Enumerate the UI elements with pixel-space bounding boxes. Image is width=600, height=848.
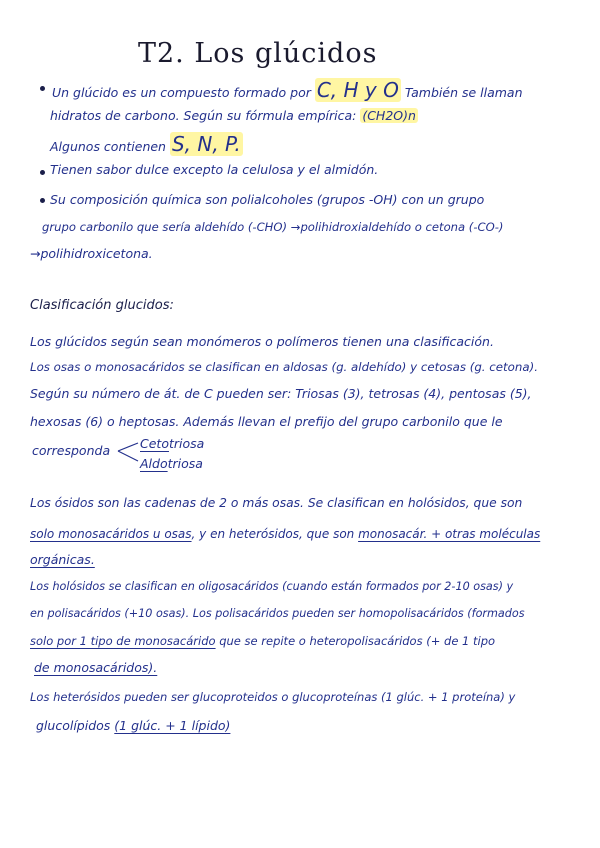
classification-line-2: Los osas o monosacáridos se clasifican en aldosas (g. aldehído) y cetosas (g. cetona). bbox=[30, 360, 538, 374]
osidos-p3-line-1: Los heterósidos pueden ser glucoproteidos o glucoproteínas (1 glúc. + 1 proteína) y bbox=[30, 690, 516, 704]
classification-heading: Clasificación glucidos: bbox=[30, 298, 174, 313]
suffix-triosa: triosa bbox=[167, 456, 203, 471]
osidos-p1-line-3 bbox=[30, 552, 95, 567]
bullet-dot bbox=[40, 86, 45, 91]
underline-tipo-monosacarido: solo por 1 tipo de monosacárido bbox=[30, 634, 216, 648]
underline-organicas: orgánicas. bbox=[30, 552, 95, 567]
bullet-dot bbox=[40, 170, 45, 175]
bullet-1-line-3 bbox=[50, 132, 243, 156]
page-title: T2. Los glúcidos bbox=[138, 38, 378, 69]
branch-top bbox=[140, 436, 204, 451]
highlight-elements-2: S, N, P. bbox=[171, 132, 241, 156]
prefix-ceto: Ceto bbox=[140, 436, 169, 451]
prefix-aldo: Aldo bbox=[140, 456, 168, 471]
highlight-elements: C, H y O bbox=[316, 78, 399, 102]
bullet-3-line-1: Su composición química son polialcoholes (grupos -OH) con un grupo bbox=[50, 192, 485, 207]
osidos-p2-line-1: Los holósidos se clasifican en oligosacáridos (cuando están formados por 2-10 osas) y bbox=[30, 580, 514, 593]
bullet-2-line-1: Tienen sabor dulce excepto la celulosa y el almidón. bbox=[50, 162, 379, 177]
osidos-p1-text: , y en heterósidos, que son bbox=[191, 527, 359, 541]
underline-monosacaridos: solo monosacáridos u osas bbox=[30, 527, 192, 541]
bullet-1-text-c: hidratos de carbono. Según su fórmula empírica: bbox=[50, 108, 361, 123]
osidos-p1-line-2 bbox=[30, 527, 540, 541]
osidos-p2-line-3 bbox=[30, 634, 495, 648]
bullet-1-text-d: Algunos contienen bbox=[50, 139, 170, 154]
branch-bottom bbox=[140, 456, 203, 471]
bullet-1-line-2 bbox=[50, 108, 418, 123]
classification-line-1: Los glúcidos según sean monómeros o polímeros tienen una clasificación. bbox=[30, 334, 494, 349]
classification-line-5: corresponda bbox=[32, 443, 111, 458]
highlight-formula: (CH2O)n bbox=[362, 108, 416, 123]
bullet-1-text-b: También se llaman bbox=[400, 85, 523, 100]
underline-lipido: (1 glúc. + 1 lípido) bbox=[114, 718, 231, 733]
osidos-p3-line-2 bbox=[36, 718, 230, 733]
underline-de-monosacaridos: de monosacáridos). bbox=[34, 660, 158, 675]
osidos-p1-line-1: Los ósidos son las cadenas de 2 o más osas. Se clasifican en holósidos, que son bbox=[30, 496, 523, 510]
classification-line-4: hexosas (6) o heptosas. Además llevan el prefijo del grupo carbonilo que le bbox=[30, 414, 503, 429]
osidos-p2-text: que se repite o heteropolisacáridos (+ de 1 tipo bbox=[215, 634, 496, 648]
glucolipidos-text: glucolípidos bbox=[36, 718, 115, 733]
classification-line-3: Según su número de át. de C pueden ser: Triosas (3), tetrosas (4), pentosas (5), bbox=[30, 386, 532, 401]
suffix-triosa: triosa bbox=[168, 436, 205, 451]
underline-otras-moleculas: monosacár. + otras moléculas bbox=[358, 527, 541, 541]
bullet-3-line-2: grupo carbonilo que sería aldehído (-CHO) →polihidroxialdehído o cetona (-CO-) bbox=[42, 220, 504, 234]
bullet-1-line-1 bbox=[52, 78, 523, 102]
osidos-p2-line-4 bbox=[34, 660, 157, 675]
bullet-3-line-3: →polihidroxicetona. bbox=[30, 246, 153, 261]
osidos-p2-line-2: en polisacáridos (+10 osas). Los polisacáridos pueden ser homopolisacáridos (formados bbox=[30, 607, 525, 620]
bullet-dot bbox=[40, 198, 45, 203]
bullet-1-text-a: Un glúcido es un compuesto formado por bbox=[52, 85, 315, 100]
